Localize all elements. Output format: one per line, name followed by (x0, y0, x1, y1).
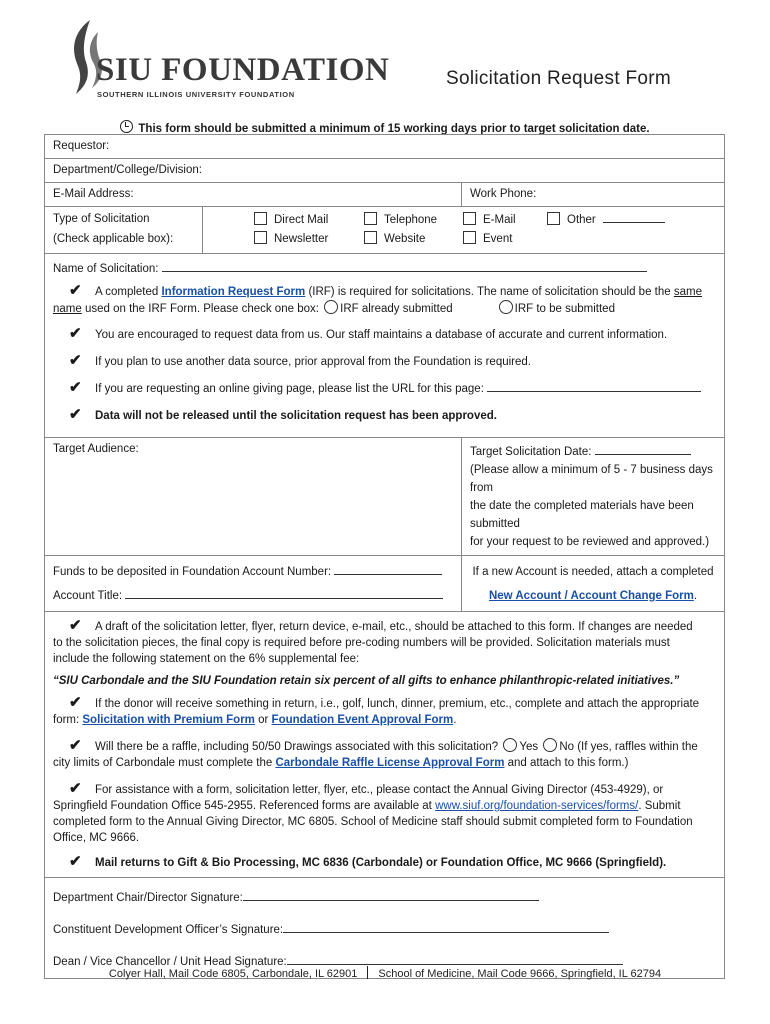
chair-signature-input[interactable] (243, 890, 539, 901)
department-label: Department/College/Division: (53, 164, 202, 176)
assist-text-2b: . Submit (638, 800, 681, 812)
email-type-label: E-Mail (483, 214, 516, 226)
forms-url-link[interactable]: www.siuf.org/foundation-services/forms/ (435, 800, 639, 812)
logo-subtitle: SOUTHERN ILLINOIS UNIVERSITY FOUNDATION (97, 90, 295, 99)
information-request-form-link[interactable]: Information Request Form (161, 286, 306, 298)
name-of-solicitation-row (53, 258, 716, 281)
account-number-input[interactable] (334, 564, 442, 575)
irf-text-3: used on the IRF Form. Please check one box: (81, 303, 323, 315)
siu-foundation-logo (68, 18, 408, 103)
data-check-5-text: Data will not be released until the solicitation request has been approved. (95, 410, 497, 422)
direct-mail-checkbox[interactable] (254, 212, 267, 225)
footer (0, 966, 770, 980)
direct-mail-label: Direct Mail (274, 214, 329, 226)
assist-text-3: completed form to the Annual Giving Director, MC 6805. School of Medicine staff should submit completed form to Foundation (53, 816, 693, 828)
event-approval-form-link[interactable]: Foundation Event Approval Form (271, 714, 454, 726)
irf-to-be-submitted-radio[interactable] (499, 300, 513, 314)
logo-wordmark: SIU FOUNDATION (96, 52, 390, 88)
target-date-note-3: for your request to be reviewed and approved.) (470, 536, 710, 548)
footer-springfield: School of Medicine, Mail Code 9666, Springfield, IL 62794 (378, 968, 662, 980)
event-label: Event (483, 233, 513, 245)
data-check-3 (53, 348, 716, 375)
target-date-cell (462, 438, 725, 556)
donor-end: . (453, 714, 457, 726)
newsletter-checkbox[interactable] (254, 231, 267, 244)
raffle-no-label: No (559, 741, 575, 753)
target-date-label: Target Solicitation Date: (470, 446, 595, 458)
target-date-note-2: the date the completed materials have been submitted (470, 500, 694, 530)
website-checkbox[interactable] (364, 231, 377, 244)
event-checkbox[interactable] (463, 231, 476, 244)
type-label-hint: (Check applicable box): (53, 233, 174, 245)
raffle-no-radio[interactable] (543, 738, 557, 752)
form-title: Solicitation Request Form (446, 68, 672, 89)
notice-text: This form should be submitted a minimum of 15 working days prior to target solicitation date. (138, 123, 650, 135)
other-input[interactable] (603, 212, 665, 223)
telephone-checkbox[interactable] (364, 212, 377, 225)
checkmark-icon: ✔ (69, 282, 82, 299)
irf-text-name: name (53, 303, 82, 315)
work-phone-label: Work Phone: (470, 188, 537, 200)
checkmark-icon: ✔ (69, 379, 82, 396)
new-account-form-link[interactable]: New Account / Account Change Form (488, 590, 694, 602)
data-check-3-text: If you plan to use another data source, prior approval from the Foundation is required. (95, 356, 531, 368)
new-account-cell (462, 556, 725, 612)
dean-signature-label: Dean / Vice Chancellor / Unit Head Signature: (53, 956, 287, 968)
raffle-license-form-link[interactable]: Carbondale Raffle License Approval Form (275, 757, 505, 769)
data-check-4-text: If you are requesting an online giving page, please list the URL for this page: (95, 383, 488, 395)
checkmark-icon: ✔ (69, 780, 82, 797)
irf-already-submitted-radio[interactable] (324, 300, 338, 314)
checkmark-icon: ✔ (69, 352, 82, 369)
account-title-label: Account Title: (53, 590, 126, 602)
dean-signature-input[interactable] (287, 954, 623, 965)
raffle-text-2b: and attach to this form.) (504, 757, 629, 769)
raffle-yes-radio[interactable] (503, 738, 517, 752)
checkmark-icon: ✔ (69, 694, 82, 711)
irf-already-submitted-label: IRF already submitted (340, 303, 453, 315)
telephone-label: Telephone (384, 214, 438, 226)
chair-signature-label: Department Chair/Director Signature: (53, 892, 243, 904)
footer-separator (367, 966, 368, 979)
department-row[interactable] (45, 159, 725, 183)
footer-carbondale: Colyer Hall, Mail Code 6805, Carbondale, IL 62901 (108, 968, 358, 980)
data-check-4 (53, 375, 716, 402)
name-of-solicitation-input[interactable] (162, 261, 647, 272)
clock-icon (120, 120, 133, 133)
funds-cell (45, 556, 462, 612)
data-check-2-text: You are encouraged to request data from us. Our staff maintains a database of accurate and current information. (95, 329, 668, 341)
name-of-solicitation-label: Name of Solicitation: (53, 263, 159, 275)
solicitation-form (44, 134, 725, 979)
target-audience-cell[interactable] (45, 438, 462, 556)
irf-text-1: A completed (95, 286, 162, 298)
donor-or: or (254, 714, 272, 726)
other-label: Other (567, 214, 596, 226)
email-label: E-Mail Address: (53, 188, 134, 200)
supplemental-fee-statement: “SIU Carbondale and the SIU Foundation retain six percent of all gifts to enhance philanthropic-related initiatives.” (53, 675, 680, 687)
raffle-text-1b: (If yes, raffles within the (574, 741, 698, 753)
assist-text-1: For assistance with a form, solicitation letter, flyer, etc., please contact the Annual Giving Director (453-4929), or (95, 784, 664, 796)
assist-text-4: Office, MC 9666. (53, 832, 140, 844)
materials-text-2: to the solicitation pieces, the final copy is required before pre-coding numbers will be provided. Solicitation materials must (53, 637, 670, 649)
checkmark-icon: ✔ (69, 617, 82, 634)
type-of-solicitation (45, 207, 724, 253)
website-label: Website (384, 233, 426, 245)
checkmark-icon: ✔ (69, 406, 82, 423)
materials-text-3: include the following statement on the 6% supplemental fee: (53, 653, 360, 665)
checkmark-icon: ✔ (69, 325, 82, 342)
notice (0, 120, 770, 135)
email-row[interactable] (45, 183, 462, 207)
newsletter-label: Newsletter (274, 233, 329, 245)
mail-returns-text: Mail returns to Gift & Bio Processing, MC 6836 (Carbondale) or Foundation Office, MC 9666 (Springfield). (95, 857, 667, 869)
target-audience-label: Target Audience: (53, 443, 139, 455)
data-check-2 (53, 321, 716, 348)
raffle-text-2: city limits of Carbondale must complete the (53, 757, 276, 769)
materials-text-1: A draft of the solicitation letter, flyer, return device, e-mail, etc., should be attached to this form. If changes are needed (95, 621, 693, 633)
email-checkbox[interactable] (463, 212, 476, 225)
premium-form-link[interactable]: Solicitation with Premium Form (82, 714, 255, 726)
donor-text-1: If the donor will receive something in return, i.e., golf, lunch, dinner, premium, etc., complete and attach the appropriate (95, 698, 700, 710)
donor-text-2: form: (53, 714, 83, 726)
signatures-cell (45, 878, 725, 979)
target-date-note-1: (Please allow a minimum of 5 - 7 business days from (470, 464, 713, 494)
requestor-row[interactable] (45, 135, 725, 159)
online-giving-url-input[interactable] (487, 381, 701, 392)
cdo-signature-label: Constituent Development Officer’s Signature: (53, 924, 284, 936)
irf-instruction (53, 283, 716, 317)
irf-text-2: (IRF) is required for solicitations. The name of solicitation should be the (305, 286, 674, 298)
target-date-input[interactable] (595, 444, 691, 455)
irf-text-same: same (673, 286, 702, 298)
materials-cell (45, 612, 725, 878)
raffle-yes-label: Yes (519, 741, 539, 753)
assist-text-2: Springfield Foundation Office 545-2955. Referenced forms are available at (53, 800, 436, 812)
requestor-label: Requestor: (53, 140, 110, 152)
account-number-label: Funds to be deposited in Foundation Account Number: (53, 566, 335, 578)
new-account-period: . (693, 590, 698, 602)
checkmark-icon: ✔ (69, 737, 82, 754)
cdo-signature-input[interactable] (283, 922, 609, 933)
checkmark-icon: ✔ (69, 853, 82, 870)
type-label: Type of Solicitation (53, 213, 150, 225)
work-phone-row[interactable] (462, 183, 725, 207)
new-account-note: If a new Account is needed, attach a completed (472, 566, 714, 578)
data-check-5 (53, 402, 716, 429)
other-checkbox[interactable] (547, 212, 560, 225)
irf-to-be-submitted-label: IRF to be submitted (514, 303, 615, 315)
account-title-input[interactable] (125, 588, 443, 599)
raffle-text-1: Will there be a raffle, including 50/50 Drawings associated with this solicitation? (95, 741, 502, 753)
